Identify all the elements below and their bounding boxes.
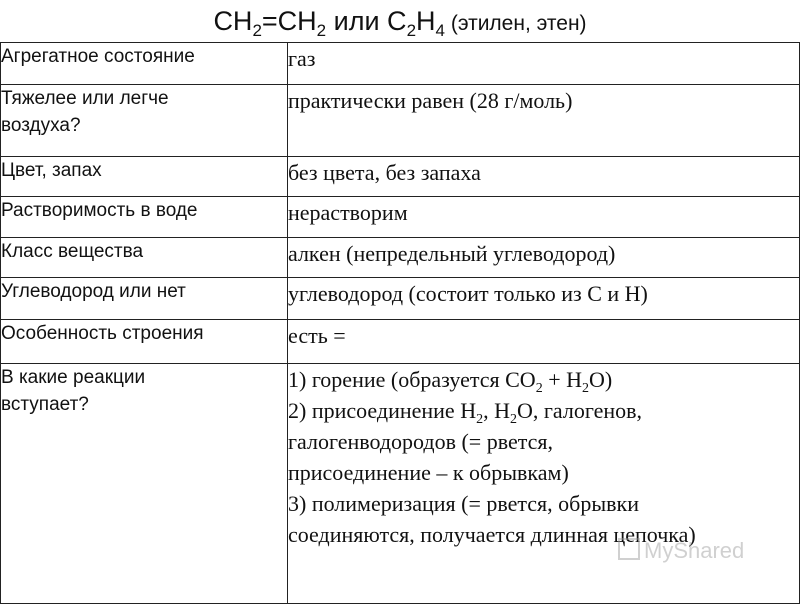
- table-row: [1, 238, 800, 278]
- title-subscript: 4: [435, 21, 445, 40]
- table-row: [1, 364, 800, 604]
- row-value: газ: [288, 43, 800, 85]
- title-subscript: 2: [252, 21, 262, 40]
- row-value: без цвета, без запаха: [288, 157, 800, 197]
- table-row: [1, 85, 800, 157]
- watermark: MyShared: [618, 538, 798, 572]
- row-value: алкен (непредельный углеводород): [288, 238, 800, 278]
- row-label: В какие реакции вступает?: [1, 364, 288, 604]
- title-names: (этилен, этен): [445, 12, 587, 35]
- row-value: практически равен (28 г/моль): [288, 85, 800, 157]
- table-row: [1, 320, 800, 364]
- properties-table: [0, 42, 800, 604]
- table-row: [1, 157, 800, 197]
- row-label: Углеводород или нет: [1, 278, 288, 320]
- row-value: есть =: [288, 320, 800, 364]
- title-text: или C: [326, 6, 407, 36]
- title-subscript: 2: [316, 21, 327, 40]
- row-value: углеводород (состоит только из С и Н): [288, 278, 800, 320]
- page-title: [0, 0, 800, 42]
- row-label: Цвет, запах: [1, 157, 288, 197]
- row-label: Тяжелее или легче воздуха?: [1, 85, 288, 157]
- row-label: Растворимость в воде: [1, 197, 288, 238]
- row-value: нерастворим: [288, 197, 800, 238]
- row-label: Особенность строения: [1, 320, 288, 364]
- row-label: Класс вещества: [1, 238, 288, 278]
- table-row: [1, 197, 800, 238]
- title-subscript: 2: [406, 21, 417, 40]
- table-row: [1, 43, 800, 85]
- title-text: CH: [213, 6, 253, 36]
- title-text: H: [416, 6, 436, 36]
- row-label: Агрегатное состояние: [1, 43, 288, 85]
- table-row: [1, 278, 800, 320]
- title-text: =CH: [261, 6, 317, 36]
- row-value: 1) горение (образуется $СО_2 + Н_2О$) 2) присоединение $Н_2$, $Н_2О$, галогенов, галогенводородов (= рвется, присоединение – к обрывкам) 3) полимеризация (= рвется, обрывки соединяются, получается длинная цепочка): [288, 364, 800, 604]
